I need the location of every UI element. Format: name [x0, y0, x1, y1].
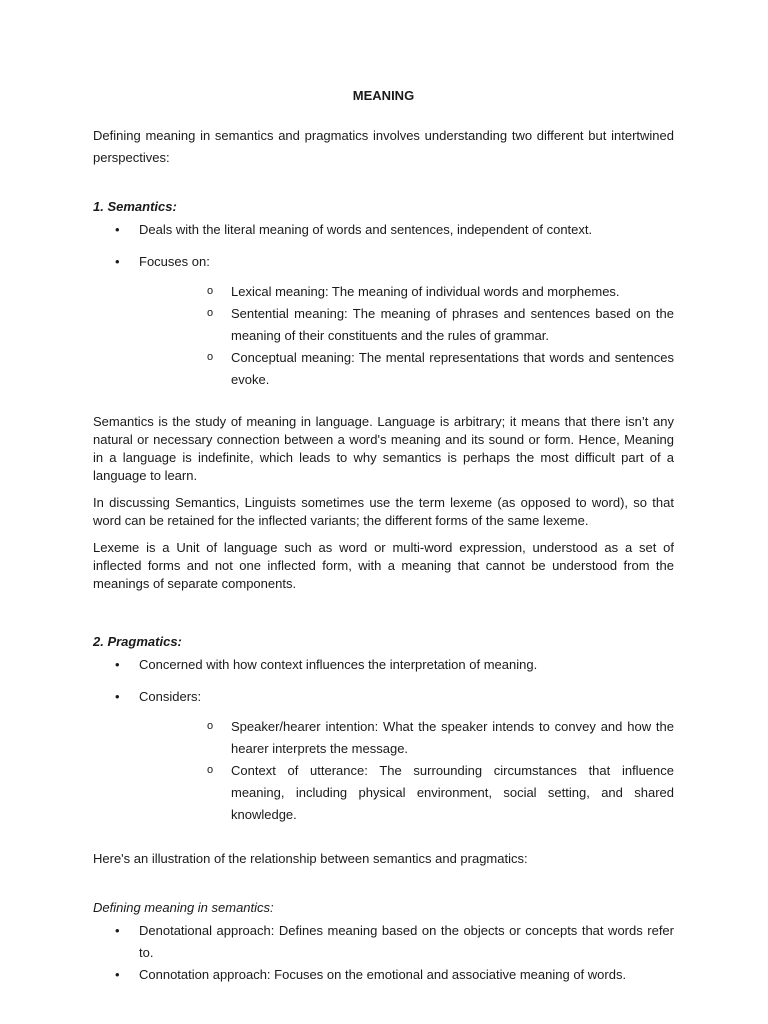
semantics-sublist	[139, 281, 674, 391]
defining-heading: Defining meaning in semantics:	[93, 900, 274, 915]
list-item	[93, 251, 674, 391]
intro-paragraph: Defining meaning in semantics and pragmatics involves understanding two different but intertwined perspectives:	[93, 128, 674, 165]
list-item: • Denotational approach: Defines meaning based on the objects or concepts that words refer to.	[93, 920, 674, 964]
spacer	[93, 826, 674, 848]
page-title: MEANING	[352, 88, 415, 103]
list-item	[93, 686, 674, 826]
spacer	[93, 183, 674, 197]
list-item-label: Focuses on:	[139, 254, 210, 269]
pragmatics-sublist	[139, 716, 674, 826]
pragmatics-list	[93, 654, 674, 826]
body-paragraph: In discussing Semantics, Linguists sometimes use the term lexeme (as opposed to word), so that word can be retained for the inflected variants; the different forms of the same lexeme.	[93, 495, 674, 528]
spacer	[93, 884, 674, 898]
pragmatics-heading: 2. Pragmatics:	[93, 634, 182, 649]
sub-list-item: o Speaker/hearer intention: What the speaker intends to convey and how the hearer interprets the message.	[139, 716, 674, 760]
sub-list-item: o Conceptual meaning: The mental representations that words and sentences evoke.	[139, 347, 674, 391]
body-paragraph: Semantics is the study of meaning in language. Language is arbitrary; it means that there isn’t any natural or necessary connection between a word's meaning and its sound or form. Hence, Meaning in a language is indefinite, which leads to why semantics is perhaps the most difficult part of a language to learn.	[93, 414, 674, 483]
sub-list-item: o Lexical meaning: The meaning of individual words and morphemes.	[139, 281, 674, 303]
body-paragraph: Lexeme is a Unit of language such as word or multi-word expression, understood as a set of inflected forms and not one inflected form, with a meaning that cannot be understood from the meanings of separate components.	[93, 540, 674, 591]
semantics-heading: 1. Semantics:	[93, 199, 177, 214]
spacer	[93, 602, 674, 632]
list-item: • Concerned with how context influences the interpretation of meaning.	[93, 654, 674, 676]
list-item: • Connotation approach: Focuses on the emotional and associative meaning of words.	[93, 964, 674, 986]
illustration-paragraph: Here's an illustration of the relationship between semantics and pragmatics:	[93, 851, 528, 866]
semantics-list	[93, 219, 674, 391]
list-item-label: Considers:	[139, 689, 202, 704]
defining-list	[93, 920, 674, 986]
sub-list-item: o Context of utterance: The surrounding circumstances that influence meaning, including physical environment, social setting, and shared knowledge.	[139, 760, 674, 826]
list-item: • Deals with the literal meaning of words and sentences, independent of context.	[93, 219, 674, 241]
spacer	[93, 391, 674, 413]
sub-list-item: o Sentential meaning: The meaning of phrases and sentences based on the meaning of their constituents and the rules of grammar.	[139, 303, 674, 347]
